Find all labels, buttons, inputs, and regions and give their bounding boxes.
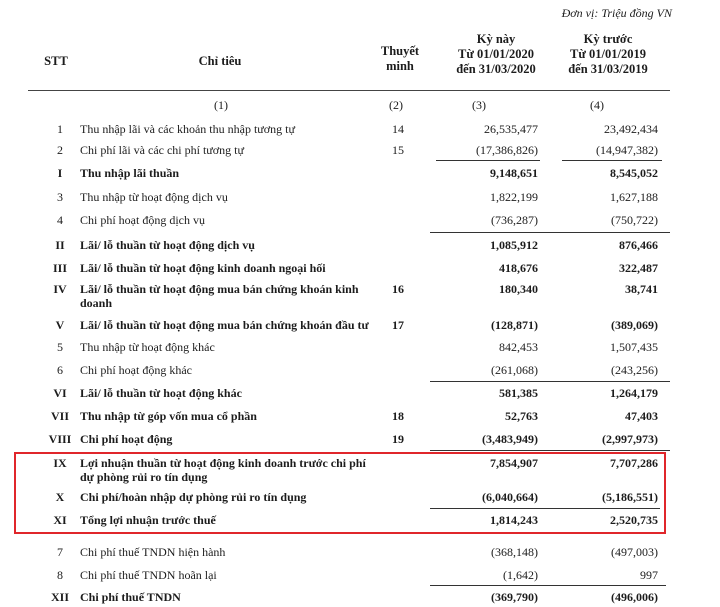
row-name: Thu nhập từ hoạt động khác bbox=[80, 340, 215, 354]
row-name: Chi phí hoạt động dịch vụ bbox=[80, 213, 205, 227]
sum-line bbox=[430, 508, 660, 509]
row-current: 7,854,907 bbox=[490, 456, 538, 470]
index-col-1: (1) bbox=[214, 98, 228, 112]
row-previous: 876,466 bbox=[619, 238, 658, 252]
row-current: (1,642) bbox=[503, 568, 538, 582]
row-stt: IV bbox=[53, 282, 67, 296]
unit-label: Đơn vị: Triệu đồng VN bbox=[561, 6, 672, 20]
sum-line bbox=[430, 450, 670, 451]
sum-line bbox=[430, 381, 670, 382]
row-stt: 7 bbox=[57, 545, 63, 559]
row-previous: (389,069) bbox=[611, 318, 658, 332]
row-name: Thu nhập từ hoạt động dịch vụ bbox=[80, 190, 228, 204]
table-header bbox=[0, 30, 720, 92]
row-current: (261,068) bbox=[491, 363, 538, 377]
row-name: Lãi/ lỗ thuần từ hoạt động dịch vụ bbox=[80, 238, 255, 252]
row-previous: (496,006) bbox=[611, 590, 658, 604]
row-name: Chi phí thuế TNDN bbox=[80, 590, 181, 604]
sum-line bbox=[430, 232, 670, 233]
row-name: Chi phí thuế TNDN hiện hành bbox=[80, 545, 226, 559]
header-divider bbox=[28, 90, 670, 91]
header-current-line2: Từ 01/01/2020 bbox=[458, 47, 534, 61]
row-previous: (5,186,551) bbox=[602, 490, 658, 504]
row-stt: 4 bbox=[57, 213, 63, 227]
row-name: Lãi/ lỗ thuần từ hoạt động mua bán chứng khoán đầu tư bbox=[80, 318, 369, 332]
row-previous: 2,520,735 bbox=[610, 513, 658, 527]
row-stt: V bbox=[55, 318, 65, 332]
index-col-4: (4) bbox=[590, 98, 604, 112]
row-note: 19 bbox=[392, 432, 404, 446]
row-name: Chi phí/hoàn nhập dự phòng rủi ro tín dụng bbox=[80, 490, 307, 504]
header-chi-tieu: Chỉ tiêu bbox=[198, 54, 242, 68]
row-name: Chi phí lãi và các chi phí tương tự bbox=[80, 143, 244, 157]
row-name: Lãi/ lỗ thuần từ hoạt động khác bbox=[80, 386, 242, 400]
row-note: 16 bbox=[392, 282, 404, 296]
row-stt: 2 bbox=[57, 143, 63, 157]
row-current: 180,340 bbox=[499, 282, 538, 296]
row-current: (369,790) bbox=[491, 590, 538, 604]
row-current: 1,814,243 bbox=[490, 513, 538, 527]
row-name: Lãi/ lỗ thuần từ hoạt động mua bán chứng khoán kinh doanh bbox=[80, 282, 359, 310]
header-previous-line3: đến 31/03/2019 bbox=[568, 62, 648, 76]
row-stt: IX bbox=[53, 456, 67, 470]
row-stt: II bbox=[55, 238, 65, 252]
header-previous-line2: Từ 01/01/2019 bbox=[570, 47, 646, 61]
row-previous: 322,487 bbox=[619, 261, 658, 275]
sum-line bbox=[562, 160, 662, 161]
row-stt: VIII bbox=[48, 432, 72, 446]
row-stt: XI bbox=[53, 513, 67, 527]
row-current: 9,148,651 bbox=[490, 166, 538, 180]
row-current: (736,287) bbox=[491, 213, 538, 227]
row-previous: (14,947,382) bbox=[596, 143, 658, 157]
row-note: 14 bbox=[392, 122, 404, 136]
row-current: 52,763 bbox=[505, 409, 538, 423]
row-previous: (2,997,973) bbox=[602, 432, 658, 446]
row-stt: I bbox=[57, 166, 63, 180]
row-current: 1,085,912 bbox=[490, 238, 538, 252]
row-name: Lợi nhuận thuần từ hoạt động kinh doanh trước chi phí dự phòng rủi ro tín dụng bbox=[80, 456, 366, 484]
row-stt: 5 bbox=[57, 340, 63, 354]
row-stt: 3 bbox=[57, 190, 63, 204]
row-name: Chi phí hoạt động khác bbox=[80, 363, 192, 377]
row-stt: 1 bbox=[57, 122, 63, 136]
row-stt: 6 bbox=[57, 363, 63, 377]
row-previous: 38,741 bbox=[625, 282, 658, 296]
sum-line bbox=[436, 160, 540, 161]
row-stt: 8 bbox=[57, 568, 63, 582]
header-previous-line1: Kỳ trước bbox=[583, 32, 633, 46]
header-previous-period bbox=[548, 32, 668, 77]
row-previous: 1,627,188 bbox=[610, 190, 658, 204]
row-current: (17,386,826) bbox=[476, 143, 538, 157]
row-current: 1,822,199 bbox=[490, 190, 538, 204]
header-thuyet-minh bbox=[370, 44, 430, 74]
row-previous: 23,492,434 bbox=[604, 122, 658, 136]
row-name: Thu nhập từ góp vốn mua cổ phần bbox=[80, 409, 257, 423]
row-name: Chi phí thuế TNDN hoãn lại bbox=[80, 568, 217, 582]
row-current: 26,535,477 bbox=[484, 122, 538, 136]
row-previous: 8,545,052 bbox=[610, 166, 658, 180]
header-current-line3: đến 31/03/2020 bbox=[456, 62, 536, 76]
row-name: Tổng lợi nhuận trước thuế bbox=[80, 513, 216, 527]
row-previous: 7,707,286 bbox=[610, 456, 658, 470]
header-stt: STT bbox=[44, 54, 68, 68]
row-previous: 1,264,179 bbox=[610, 386, 658, 400]
row-stt: III bbox=[52, 261, 67, 275]
row-current: (368,148) bbox=[491, 545, 538, 559]
row-stt: VII bbox=[50, 409, 69, 423]
row-name: Thu nhập lãi và các khoản thu nhập tương tự bbox=[80, 122, 295, 136]
row-current: (6,040,664) bbox=[482, 490, 538, 504]
header-thuyet-minh-line2: minh bbox=[386, 59, 414, 73]
row-current: (128,871) bbox=[491, 318, 538, 332]
index-col-3: (3) bbox=[472, 98, 486, 112]
row-stt: X bbox=[55, 490, 65, 504]
row-previous: (497,003) bbox=[611, 545, 658, 559]
sum-line bbox=[430, 585, 666, 586]
row-previous: (750,722) bbox=[611, 213, 658, 227]
row-stt: VI bbox=[53, 386, 67, 400]
row-note: 15 bbox=[392, 143, 404, 157]
row-previous: 47,403 bbox=[625, 409, 658, 423]
row-current: 581,385 bbox=[499, 386, 538, 400]
row-stt: XII bbox=[50, 590, 69, 604]
row-previous: (243,256) bbox=[611, 363, 658, 377]
row-previous: 997 bbox=[640, 568, 658, 582]
index-col-2: (2) bbox=[389, 98, 403, 112]
row-current: (3,483,949) bbox=[482, 432, 538, 446]
row-note: 17 bbox=[392, 318, 404, 332]
row-current: 842,453 bbox=[499, 340, 538, 354]
header-current-period bbox=[436, 32, 556, 77]
row-note: 18 bbox=[392, 409, 404, 423]
row-name: Lãi/ lỗ thuần từ hoạt động kinh doanh ngoại hối bbox=[80, 261, 326, 275]
row-current: 418,676 bbox=[499, 261, 538, 275]
row-name: Chi phí hoạt động bbox=[80, 432, 173, 446]
row-name: Thu nhập lãi thuần bbox=[80, 166, 180, 180]
row-previous: 1,507,435 bbox=[610, 340, 658, 354]
header-thuyet-minh-line1: Thuyết bbox=[380, 44, 420, 58]
header-current-line1: Kỳ này bbox=[476, 32, 516, 46]
